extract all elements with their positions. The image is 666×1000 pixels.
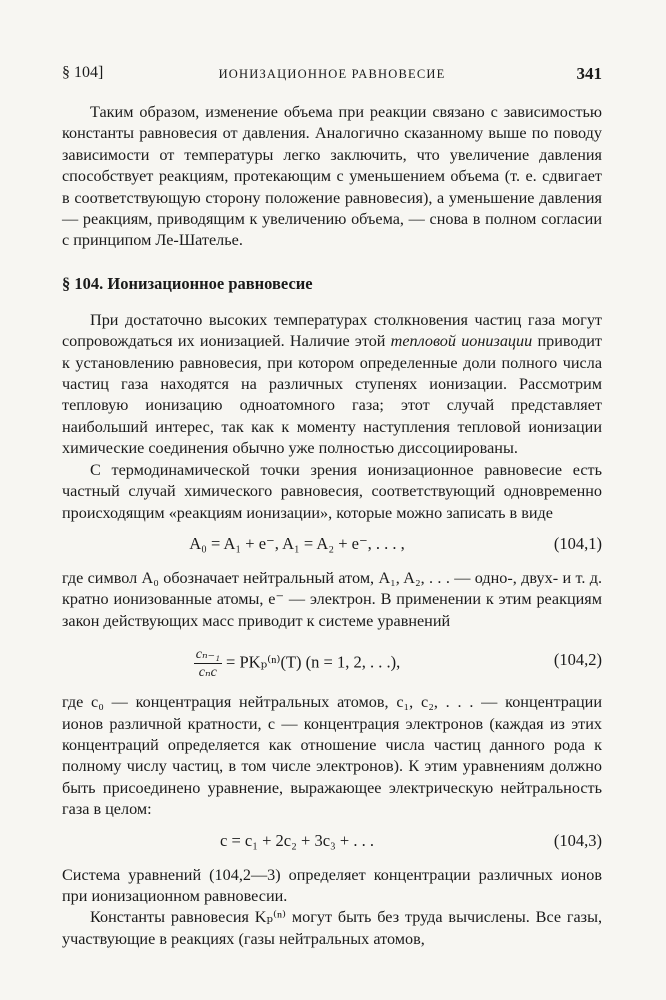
fraction-denominator: cₙc [198, 665, 217, 681]
paragraph-thermal-ionization [62, 310, 602, 460]
paragraph-thermodynamic-view: С термодинамической точки зрения ионизационное равновесие есть частный случай химического равновесия, соответствующий одновременно происходящим «реакциям ионизации», которые можно записать в виде [62, 460, 602, 522]
running-head [62, 64, 602, 90]
term-thermal-ionization: тепловой ионизации [390, 332, 533, 351]
equation-number: (104,3) [553, 830, 602, 850]
intro-paragraph: Таким образом, изменение объема при реакции связано с зависимостью константы равновесия от давления. Аналогично сказанному выше по поводу зависимости от температуры легко заключить, что увеличение давления способствует реакциям, протекающим с уменьшением объема (т. е. сдвигает в соответствующую сторону положение равновесия), а уменьшение давления — реакциям, приводящим к увеличению объема, — снова в полном согласии с принципом Ле-Шателье. [62, 103, 602, 250]
book-page [62, 64, 602, 950]
equation-104-3 [62, 825, 602, 861]
paragraph-concentrations: где c₀ — концентрация нейтральных атомов, c₁, c₂, . . . — концентрации ионов различной кратности, c — концентрация электронов (каждая из этих концентраций определяется как отношение числа частиц данного рода к полному числу частиц, в том числе электронов). К этим уравнениям должно быть присоединено уравнение, выражающее электрическую нейтральность газа в целом: [62, 693, 602, 819]
page-number: 341 [576, 64, 602, 83]
paragraph-constants: Константы равновесия Kₚ⁽ⁿ⁾ могут быть без труда вычислены. Все газы, участвующие в реакциях (газы нейтральных атомов, [62, 908, 602, 948]
equation-number: (104,1) [553, 533, 602, 553]
p1-text-a: При достаточно высоких температурах столкновения частиц газа могут сопровождаться их ионизацией. Наличие этой [62, 310, 602, 351]
equation-104-1 [62, 528, 602, 564]
fraction [194, 646, 222, 681]
paragraph-symbols: где символ A₀ обозначает нейтральный атом, A₁, A₂, . . . — одно-, двух- и т. д. кратно ионизованные атомы, e⁻ — электрон. В применении к этим реакциям закон действующих масс приводит к системе уравнений [62, 568, 602, 630]
equation-body: c = c₁ + 2c₂ + 3c₃ + . . . [220, 830, 374, 850]
fraction-numerator: cₙ₋₁ [195, 647, 220, 663]
equation-rhs: = PKₚ⁽ⁿ⁾(T) (n = 1, 2, . . .), [226, 652, 401, 672]
section-heading: § 104. Ионизационное равновесие [62, 273, 313, 293]
equation-104-2 [62, 636, 602, 688]
paragraph-system: Система уравнений (104,2—3) определяет концентрации различных ионов при ионизационном равновесии. [62, 865, 602, 905]
p1-text-b: приводит к установлению равновесия, при котором определенные доли полного числа частиц газа находятся на различных ступенях ионизации. Рассмотрим тепловую ионизацию одноатомного газа; этот случай представляет наибольший интерес, так как к моменту наступления тепловой ионизации химические соединения обычно уже полностью диссоциированы. [62, 332, 602, 458]
equation-body [62, 646, 532, 681]
equation-body: A₀ = A₁ + e⁻, A₁ = A₂ + e⁻, . . . , [189, 533, 405, 553]
running-title: ИОНИЗАЦИОННОЕ РАВНОВЕСИЕ [218, 67, 446, 81]
section-ref: § 104] [62, 64, 104, 81]
equation-number: (104,2) [553, 650, 602, 670]
